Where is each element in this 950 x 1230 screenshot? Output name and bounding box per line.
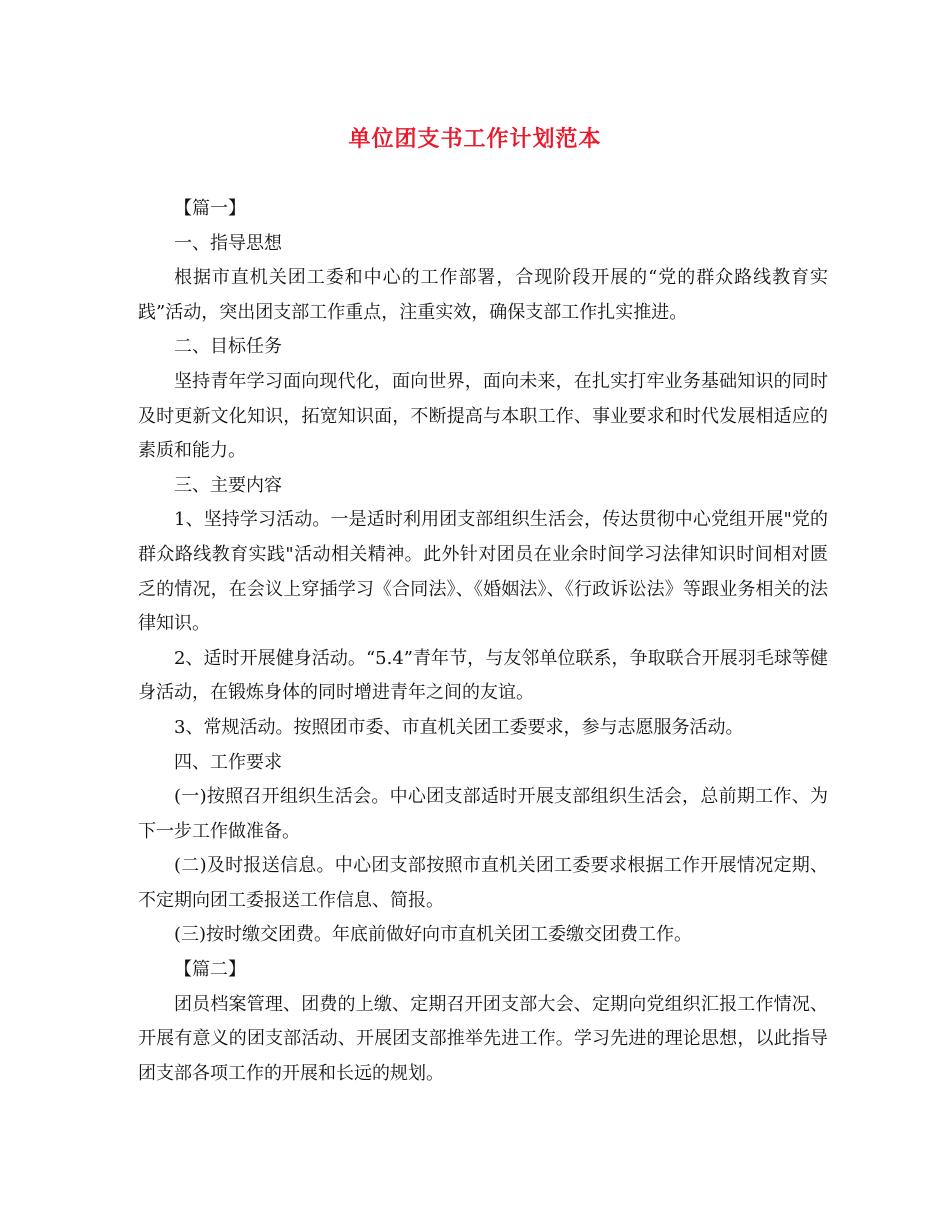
section-heading-part-two: 【篇二】 (174, 959, 246, 981)
paragraph-requirement-three: (三)按时缴交团费。年底前做好向市直机关团工委缴交团费工作。 (174, 924, 693, 946)
document-title: 单位团支书工作计划范本 (348, 126, 602, 152)
heading-work-requirements: 四、工作要求 (174, 751, 282, 773)
paragraph-guiding-ideology: 根据市直机关团工委和中心的工作部署，合现阶段开展的“党的群众路线教育实践”活动，突出团支部工作重点，注重实效，确保支部工作扎实推进。 (138, 267, 828, 323)
paragraph-requirement-one: (一)按照召开组织生活会。中心团支部适时开展支部组织生活会，总前期工作、为下一步工作做准备。 (138, 786, 828, 842)
document-body (138, 192, 828, 1091)
heading-main-content: 三、主要内容 (174, 474, 282, 496)
heading-guiding-ideology: 一、指导思想 (174, 232, 282, 254)
section-heading-part-one: 【篇一】 (174, 198, 246, 219)
paragraph-study-activities: 1、坚持学习活动。一是适时利用团支部组织生活会，传达贯彻中心党组开展"党的群众路线教育实践"活动相关精神。此外针对团员在业余时间学习法律知识时间相对匮乏的情况，在会议上穿插学习《合同法》、《婚姻法》、《行政诉讼法》等跟业务相关的法律知识。 (138, 509, 828, 635)
paragraph-goals-tasks: 坚持青年学习面向现代化，面向世界，面向未来，在扎实打牢业务基础知识的同时及时更新文化知识，拓宽知识面，不断提高与本职工作、事业要求和时代发展相适应的素质和能力。 (138, 370, 828, 462)
heading-goals-tasks: 二、目标任务 (174, 336, 282, 358)
paragraph-fitness-activities: 2、适时开展健身活动。“5.4”青年节，与友邻单位联系，争取联合开展羽毛球等健身活动，在锻炼身体的同时增进青年之间的友谊。 (138, 647, 828, 704)
paragraph-routine-activities: 3、常规活动。按照团市委、市直机关团工委要求，参与志愿服务活动。 (174, 716, 744, 738)
paragraph-requirement-two: (二)及时报送信息。中心团支部按照市直机关团工委要求根据工作开展情况定期、不定期向团工委报送工作信息、简报。 (138, 855, 828, 911)
paragraph-part-two: 团员档案管理、团费的上缴、定期召开团支部大会、定期向党组织汇报工作情况、开展有意义的团支部活动、开展团支部推举先进工作。学习先进的理论思想，以此指导团支部各项工作的开展和长远的规划。 (138, 993, 828, 1084)
